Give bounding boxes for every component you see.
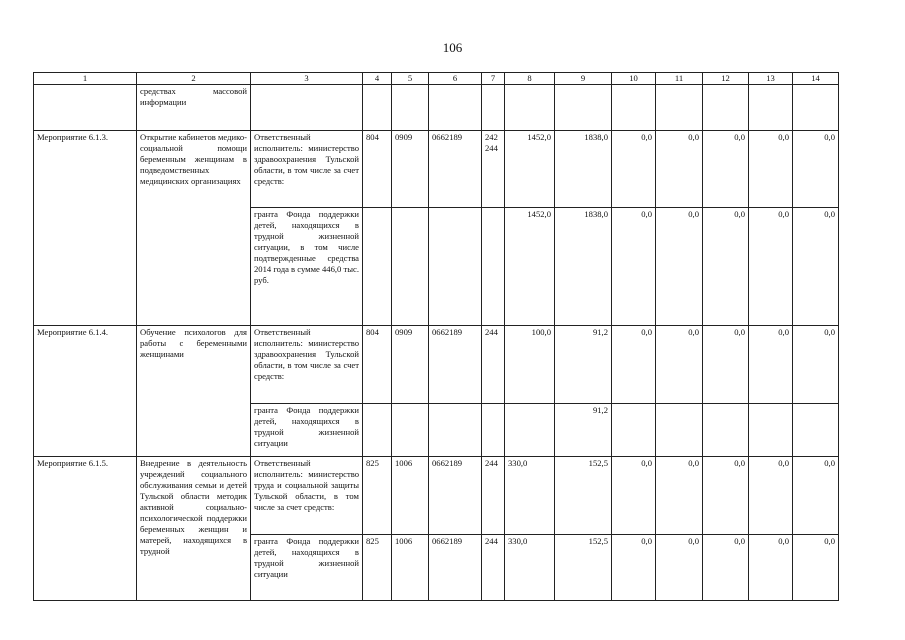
value-cell: 0,0 bbox=[749, 457, 793, 535]
value-cell: 0,0 bbox=[793, 131, 839, 208]
activity-description: Обучение психологов для работы с беременными женщинами bbox=[137, 326, 251, 457]
cell bbox=[793, 404, 839, 457]
executor-cell: Ответственный исполнитель: министерство здравоохранения Тульской области, в том числе за счет средств: bbox=[251, 326, 363, 404]
budget-table bbox=[33, 72, 839, 601]
expense-type: 244 bbox=[482, 457, 505, 535]
cell bbox=[392, 404, 429, 457]
cell bbox=[482, 404, 505, 457]
section-code: 1006 bbox=[392, 535, 429, 601]
expense-type: 244 bbox=[482, 326, 505, 404]
value-cell: 0,0 bbox=[749, 131, 793, 208]
value-cell: 1838,0 bbox=[555, 131, 612, 208]
value-cell: 0,0 bbox=[703, 535, 749, 601]
activity-description: Внедрение в деятельность учреждений социального обслуживания семьи и детей Тульской области методик активной социально-психологической поддержки беременных женщин и матерей, находящихся в трудной bbox=[137, 457, 251, 601]
target-code: 0662189 bbox=[429, 131, 482, 208]
value-cell: 0,0 bbox=[749, 326, 793, 404]
value-cell: 330,0 bbox=[505, 535, 555, 601]
table-row bbox=[34, 131, 839, 208]
cell bbox=[482, 208, 505, 326]
value-cell: 330,0 bbox=[505, 457, 555, 535]
col-header: 7 bbox=[482, 73, 505, 85]
value-cell: 1838,0 bbox=[555, 208, 612, 326]
grbs-code: 804 bbox=[363, 326, 392, 404]
value-cell: 0,0 bbox=[749, 208, 793, 326]
executor-cell: Ответственный исполнитель: министерство здравоохранения Тульской области, в том числе за счет средств: bbox=[251, 131, 363, 208]
value-cell: 0,0 bbox=[656, 326, 703, 404]
col-header: 8 bbox=[505, 73, 555, 85]
col-header: 4 bbox=[363, 73, 392, 85]
value-cell: 0,0 bbox=[793, 208, 839, 326]
col-header: 10 bbox=[612, 73, 656, 85]
value-cell: 0,0 bbox=[656, 535, 703, 601]
cell bbox=[363, 85, 392, 131]
section-code: 0909 bbox=[392, 326, 429, 404]
cell bbox=[703, 85, 749, 131]
value-cell: 0,0 bbox=[612, 208, 656, 326]
expense-type-value: 244 bbox=[485, 143, 498, 153]
col-header: 9 bbox=[555, 73, 612, 85]
cell bbox=[429, 208, 482, 326]
value-cell: 0,0 bbox=[703, 457, 749, 535]
target-code: 0662189 bbox=[429, 326, 482, 404]
col-header: 12 bbox=[703, 73, 749, 85]
value-cell: 0,0 bbox=[612, 131, 656, 208]
value-cell: 0,0 bbox=[612, 457, 656, 535]
cell bbox=[482, 85, 505, 131]
funding-source-cell: гранта Фонда поддержки детей, находящихся в трудной жизненной ситуации bbox=[251, 404, 363, 457]
cell bbox=[749, 85, 793, 131]
target-code: 0662189 bbox=[429, 457, 482, 535]
value-cell: 0,0 bbox=[793, 326, 839, 404]
value-cell: 0,0 bbox=[793, 535, 839, 601]
cell bbox=[656, 85, 703, 131]
col-header: 14 bbox=[793, 73, 839, 85]
grbs-code: 825 bbox=[363, 457, 392, 535]
target-code: 0662189 bbox=[429, 535, 482, 601]
cell bbox=[505, 85, 555, 131]
cell bbox=[34, 85, 137, 131]
col-header: 6 bbox=[429, 73, 482, 85]
expense-type-value: 242 bbox=[485, 132, 498, 142]
activity-description: Открытие кабинетов медико-социальной помощи беременным женщинам в подведомственных медицинских организациях bbox=[137, 131, 251, 326]
expense-type: 244 bbox=[482, 535, 505, 601]
value-cell: 0,0 bbox=[656, 208, 703, 326]
value-cell: 0,0 bbox=[612, 535, 656, 601]
value-cell: 0,0 bbox=[656, 457, 703, 535]
value-cell: 0,0 bbox=[703, 131, 749, 208]
value-cell: 100,0 bbox=[505, 326, 555, 404]
cell bbox=[392, 208, 429, 326]
section-code: 1006 bbox=[392, 457, 429, 535]
value-cell: 0,0 bbox=[793, 457, 839, 535]
table-row bbox=[34, 326, 839, 404]
col-header: 3 bbox=[251, 73, 363, 85]
table-row bbox=[34, 457, 839, 535]
executor-cell: Ответственный исполнитель: министерство труда и социальной защиты Тульской области, в том числе за счет средств: bbox=[251, 457, 363, 535]
value-cell: 1452,0 bbox=[505, 131, 555, 208]
cell bbox=[505, 404, 555, 457]
value-cell: 0,0 bbox=[703, 208, 749, 326]
cell bbox=[656, 404, 703, 457]
cell bbox=[793, 85, 839, 131]
cell bbox=[392, 85, 429, 131]
page-number: 106 bbox=[442, 40, 463, 55]
table-row bbox=[34, 85, 839, 131]
value-cell: 0,0 bbox=[703, 326, 749, 404]
grbs-code: 825 bbox=[363, 535, 392, 601]
expense-type bbox=[482, 131, 505, 208]
cell bbox=[251, 85, 363, 131]
value-cell: 1452,0 bbox=[505, 208, 555, 326]
value-cell: 152,5 bbox=[555, 457, 612, 535]
cell bbox=[612, 404, 656, 457]
col-header: 13 bbox=[749, 73, 793, 85]
cell bbox=[612, 85, 656, 131]
grbs-code: 804 bbox=[363, 131, 392, 208]
cell bbox=[555, 85, 612, 131]
activity-id: Мероприятие 6.1.3. bbox=[34, 131, 137, 326]
value-cell: 0,0 bbox=[612, 326, 656, 404]
value-cell: 91,2 bbox=[555, 404, 612, 457]
column-number-row bbox=[34, 73, 839, 85]
value-cell: 91,2 bbox=[555, 326, 612, 404]
activity-id: Мероприятие 6.1.5. bbox=[34, 457, 137, 601]
cell bbox=[429, 404, 482, 457]
col-header: 2 bbox=[137, 73, 251, 85]
value-cell: 0,0 bbox=[656, 131, 703, 208]
cell bbox=[703, 404, 749, 457]
col-header: 5 bbox=[392, 73, 429, 85]
activity-id: Мероприятие 6.1.4. bbox=[34, 326, 137, 457]
activity-description: средствах массовой информации bbox=[137, 85, 251, 131]
value-cell: 0,0 bbox=[749, 535, 793, 601]
funding-source-cell: гранта Фонда поддержки детей, находящихся в трудной жизненной ситуации, в том числе подтвержденные средства 2014 года в сумме 446,0 тыс. руб. bbox=[251, 208, 363, 326]
cell bbox=[749, 404, 793, 457]
section-code: 0909 bbox=[392, 131, 429, 208]
funding-source-cell: гранта Фонда поддержки детей, находящихся в трудной жизненной ситуации bbox=[251, 535, 363, 601]
cell bbox=[429, 85, 482, 131]
col-header: 11 bbox=[656, 73, 703, 85]
cell bbox=[363, 208, 392, 326]
cell bbox=[363, 404, 392, 457]
col-header: 1 bbox=[34, 73, 137, 85]
value-cell: 152,5 bbox=[555, 535, 612, 601]
